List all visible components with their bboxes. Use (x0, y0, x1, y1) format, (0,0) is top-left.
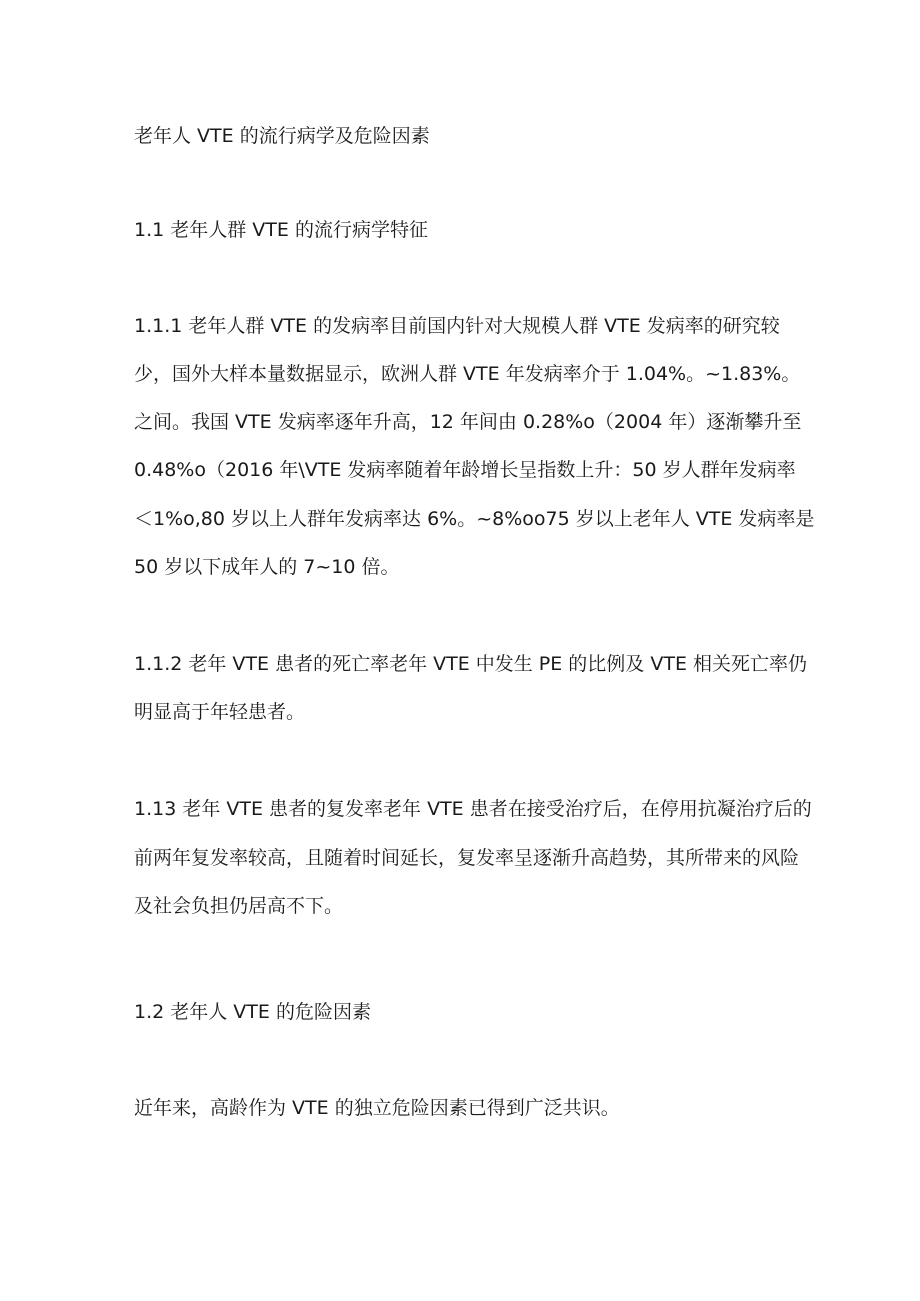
paragraph-line: 0.48%o（2016 年\VTE 发病率随着年龄增长呈指数上升：50 岁人群年发病率 (134, 459, 796, 481)
paragraph-line: 50 岁以下成年人的 7~10 倍。 (134, 556, 400, 578)
paragraph-line: 明显高于年轻患者。 (134, 701, 306, 723)
paragraph-line: 前两年复发率较高，且随着时间延长，复发率呈逐渐升高趋势，其所带来的风险 (134, 847, 800, 869)
paragraph-line: 1.13 老年 VTE 患者的复发率老年 VTE 患者在接受治疗后，在停用抗凝治疗后的 (134, 798, 812, 820)
paragraph-line: 及社会负担仍居高不下。 (134, 895, 344, 917)
paragraph-line: 1.1.1 老年人群 VTE 的发病率目前国内针对大规模人群 VTE 发病率的研究较 (134, 315, 780, 337)
paragraph-line: 之间。我国 VTE 发病率逐年升高，12 年间由 0.28%o（2004 年）逐渐攀升至 (134, 411, 802, 433)
paragraph-line: 1.1.2 老年 VTE 患者的死亡率老年 VTE 中发生 PE 的比例及 VTE 相关死亡率仍 (134, 653, 807, 675)
paragraph-line: 少，国外大样本量数据显示，欧洲人群 VTE 年发病率介于 1.04%。~1.83%。 (134, 363, 801, 385)
section-heading-1-1: 1.1 老年人群 VTE 的流行病学特征 (134, 219, 428, 241)
paragraph-1-2: 近年来，高龄作为 VTE 的独立危险因素已得到广泛共识。 (134, 1097, 620, 1119)
section-heading-1-2: 1.2 老年人 VTE 的危险因素 (134, 1001, 371, 1023)
document-title: 老年人 VTE 的流行病学及危险因素 (134, 125, 430, 147)
paragraph-line: ＜1%o,80 岁以上人群年发病率达 6%。~8%oo75 岁以上老年人 VTE 发病率是 (134, 508, 815, 530)
